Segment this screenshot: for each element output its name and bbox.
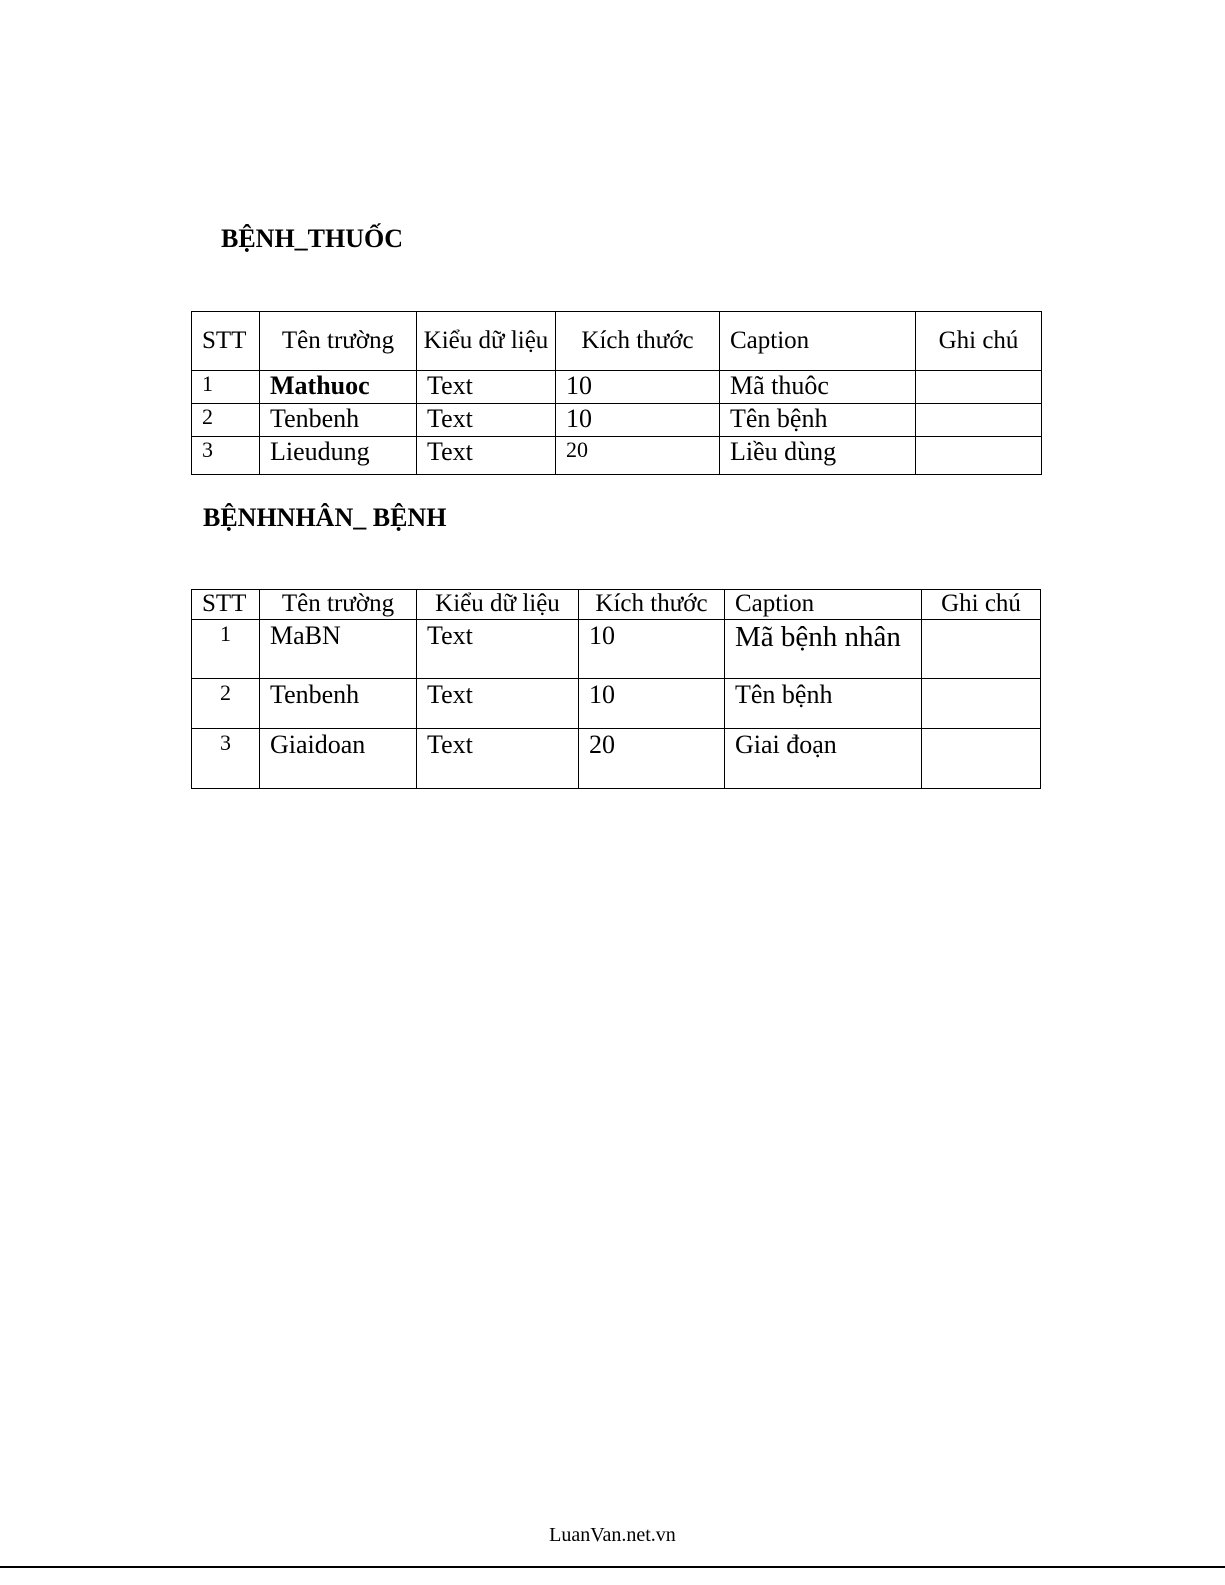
- cell-data-type: Text: [417, 371, 556, 404]
- cell-size: 20: [579, 729, 725, 789]
- cell-note: [922, 620, 1041, 679]
- cell-caption: Mã bệnh nhân: [725, 620, 922, 679]
- cell-data-type: Text: [417, 729, 579, 789]
- header-field-name: Tên trường: [260, 590, 417, 620]
- cell-stt: 3: [192, 437, 260, 475]
- table-header-row: [192, 590, 1041, 620]
- header-field-name: Tên trường: [260, 312, 417, 371]
- section-title-benh-thuoc: BỆNH_THUỐC: [221, 224, 404, 253]
- table-row: [192, 729, 1041, 789]
- table-row: [192, 371, 1042, 404]
- footer-divider: [0, 1566, 1225, 1568]
- cell-size: 10: [556, 371, 720, 404]
- cell-field-name: MaBN: [260, 620, 417, 679]
- cell-data-type: Text: [417, 620, 579, 679]
- header-size: Kích thước: [579, 590, 725, 620]
- table-row: [192, 404, 1042, 437]
- cell-data-type: Text: [417, 679, 579, 729]
- cell-caption: Liều dùng: [720, 437, 916, 475]
- header-stt: STT: [192, 590, 260, 620]
- cell-note: [922, 679, 1041, 729]
- table-row: [192, 437, 1042, 475]
- cell-stt: 1: [192, 620, 260, 679]
- header-note: Ghi chú: [916, 312, 1042, 371]
- cell-size: 10: [556, 404, 720, 437]
- cell-stt: 2: [192, 404, 260, 437]
- cell-stt: 2: [192, 679, 260, 729]
- header-note: Ghi chú: [922, 590, 1041, 620]
- cell-field-name: Lieudung: [260, 437, 417, 475]
- cell-size: 10: [579, 620, 725, 679]
- header-caption: Caption: [720, 312, 916, 371]
- table-benhnhan-benh: [191, 589, 1041, 789]
- cell-note: [922, 729, 1041, 789]
- cell-size: 10: [579, 679, 725, 729]
- cell-stt: 1: [192, 371, 260, 404]
- header-data-type: Kiểu dữ liệu: [417, 312, 556, 371]
- table-row: [192, 679, 1041, 729]
- cell-field-name: Tenbenh: [260, 404, 417, 437]
- table-header-row: [192, 312, 1042, 371]
- cell-note: [916, 404, 1042, 437]
- section-title-benhnhan-benh: BỆNHNHÂN_ BỆNH: [203, 503, 447, 532]
- cell-caption: Giai đoạn: [725, 729, 922, 789]
- header-stt: STT: [192, 312, 260, 371]
- cell-field-name: Mathuoc: [260, 371, 417, 404]
- cell-caption: Tên bệnh: [720, 404, 916, 437]
- header-data-type: Kiểu dữ liệu: [417, 590, 579, 620]
- header-caption: Caption: [725, 590, 922, 620]
- cell-stt: 3: [192, 729, 260, 789]
- table-benh-thuoc: [191, 311, 1042, 475]
- cell-field-name: Giaidoan: [260, 729, 417, 789]
- table-row: [192, 620, 1041, 679]
- cell-note: [916, 437, 1042, 475]
- cell-caption: Tên bệnh: [725, 679, 922, 729]
- page-footer: LuanVan.net.vn: [549, 1524, 676, 1546]
- cell-data-type: Text: [417, 437, 556, 475]
- cell-field-name: Tenbenh: [260, 679, 417, 729]
- cell-note: [916, 371, 1042, 404]
- cell-data-type: Text: [417, 404, 556, 437]
- cell-size: 20: [556, 437, 720, 475]
- header-size: Kích thước: [556, 312, 720, 371]
- cell-caption: Mã thuôc: [720, 371, 916, 404]
